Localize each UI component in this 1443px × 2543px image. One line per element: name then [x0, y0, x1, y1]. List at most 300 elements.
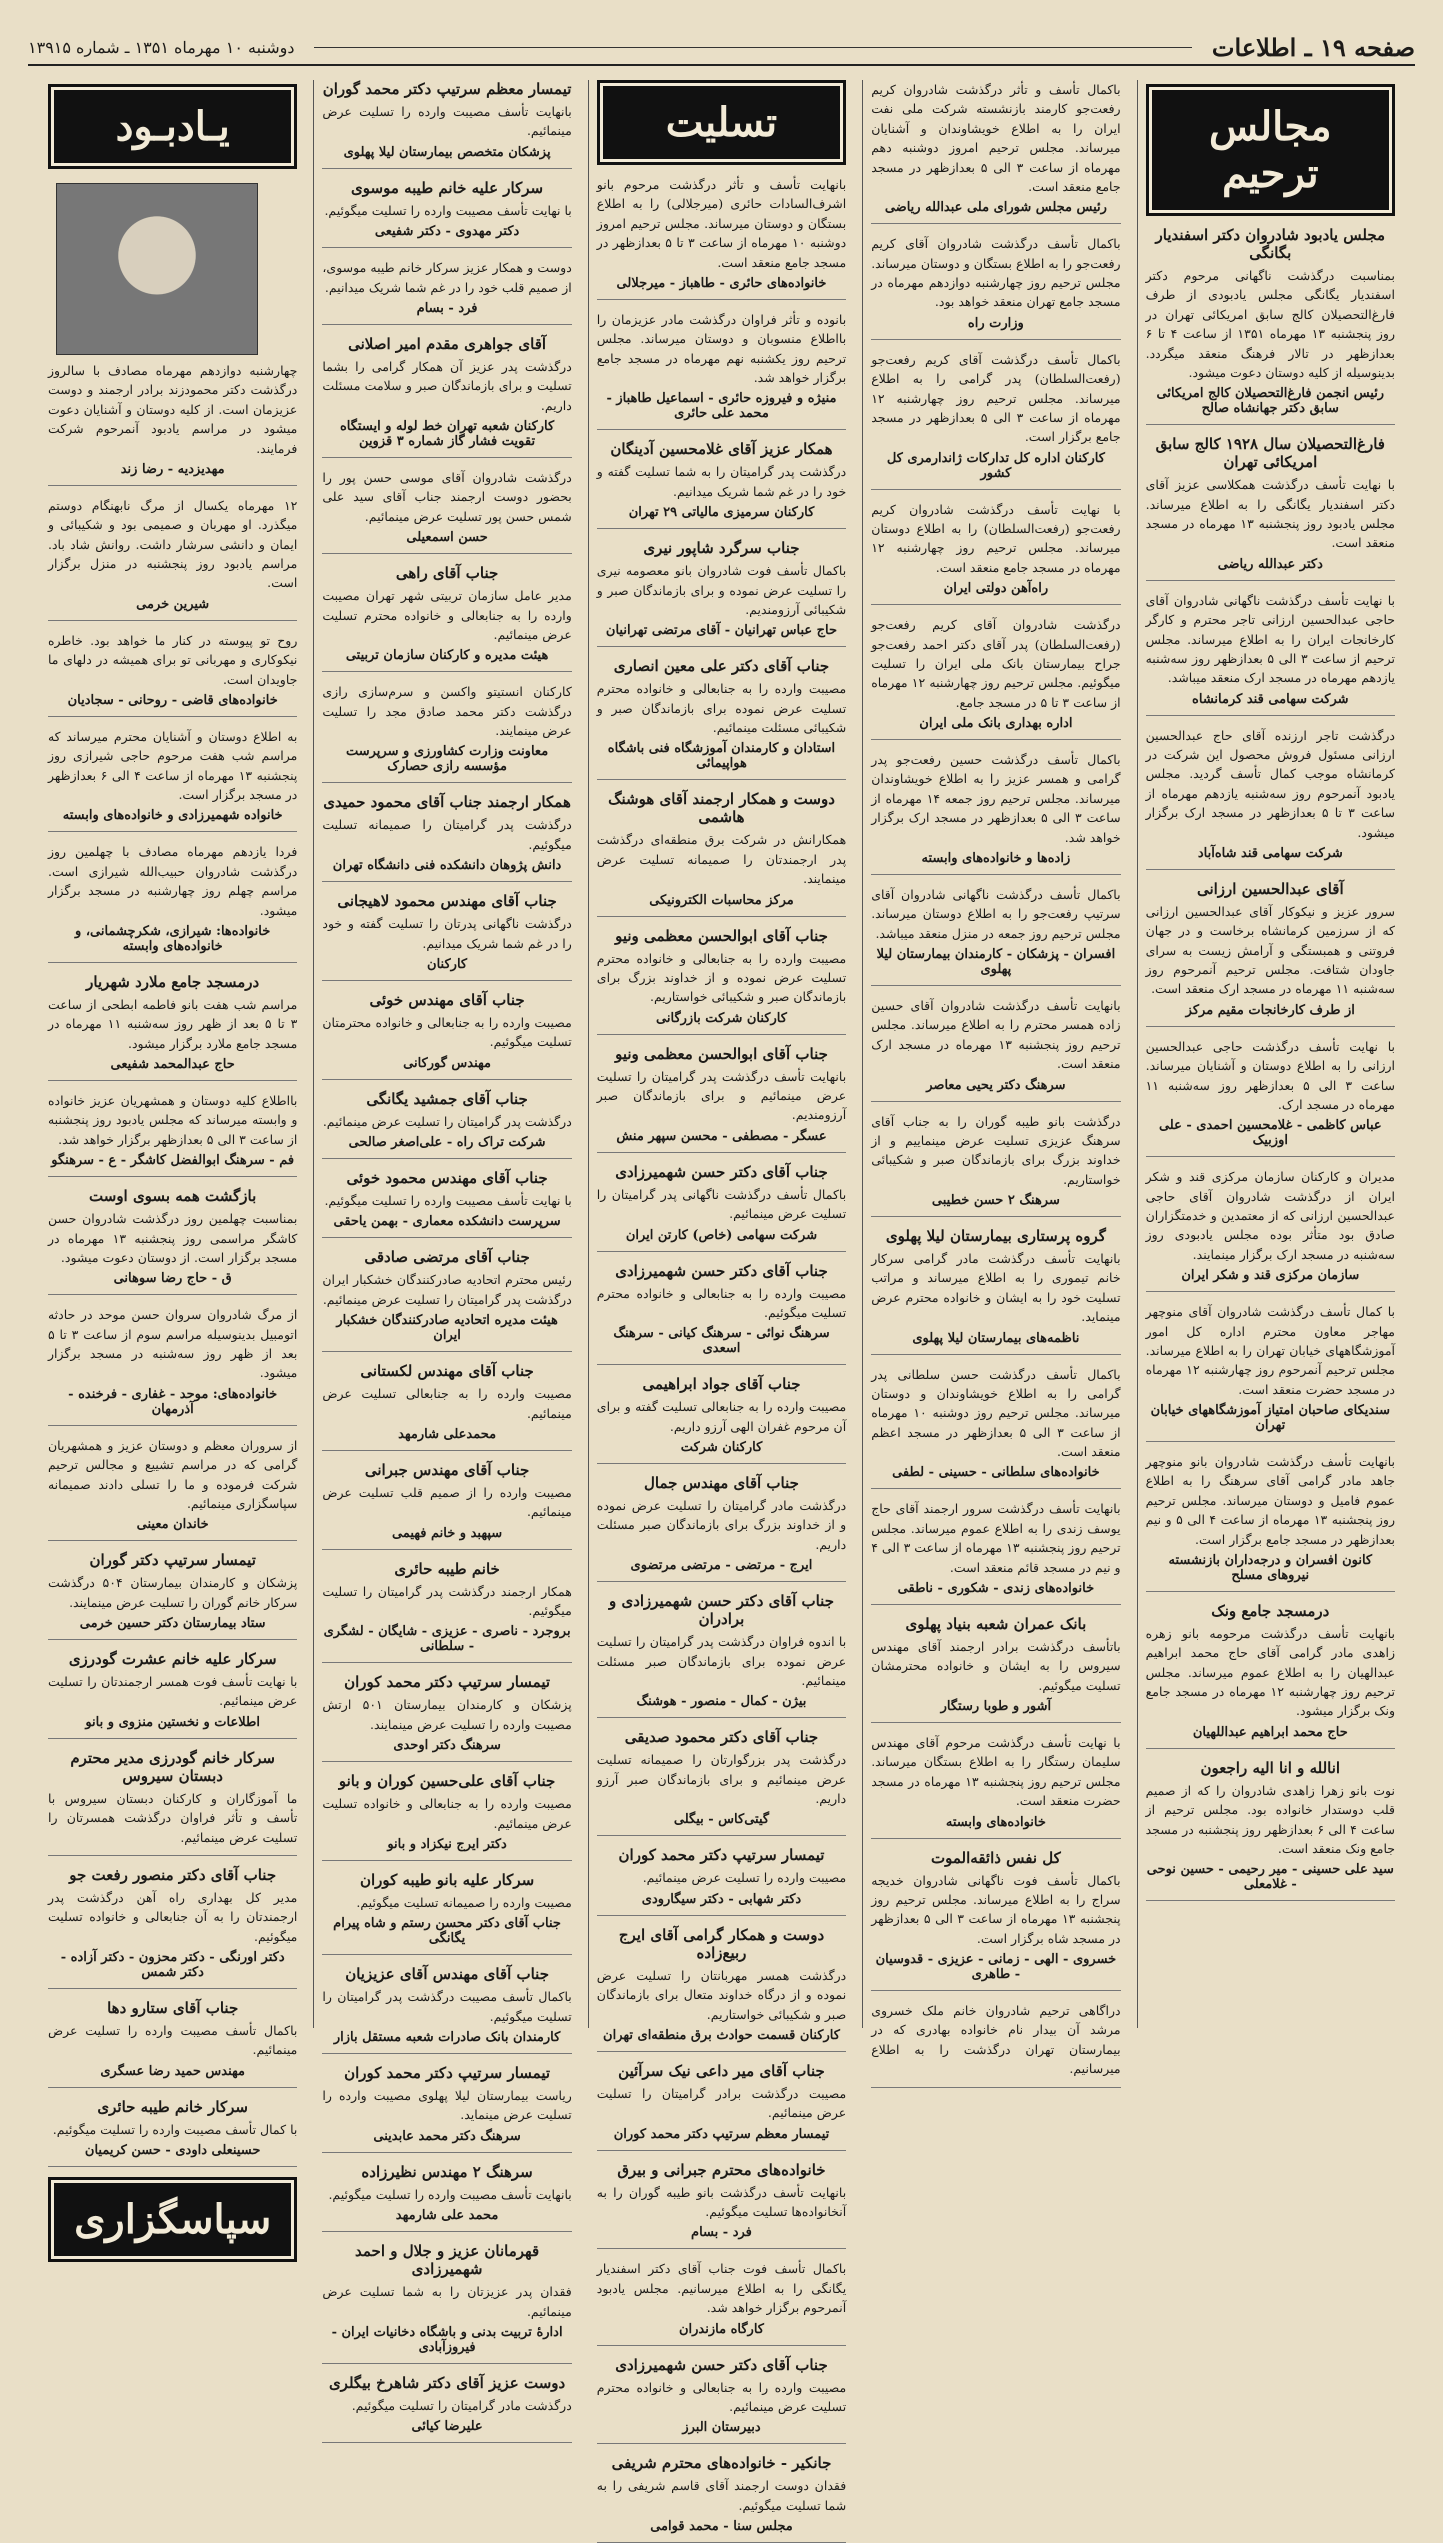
notice-text: مصیبت وارده را صمیمانه تسلیت میگوئیم.: [356, 1894, 572, 1910]
notice-item: [322, 258, 571, 325]
notice-item: [871, 996, 1120, 1102]
notice-title: گروه پرستاری بیمارستان لیلا پهلوی: [885, 1227, 1106, 1245]
notice-signature: مرکز محاسبات الکترونیکی: [649, 892, 794, 908]
notice-item: [48, 842, 297, 963]
notice-signature: خانواده شهمیرزادی و خانواده‌های وابسته: [62, 808, 283, 824]
notice-text: بانهایت تأسف و تأثر درگذشت مرحوم بانو اشرف‌السادات حائری (میرجلالی) را به اطلاع بستگان و دوستان میرساند. مجلس ترحیم امروز دوشنبه ۱۰ مهرماه از ساعت ۳ تا ۵ بعدازظهر در مسجد جامع منعقد است.: [596, 177, 847, 270]
notice-text: درگذشت پدر عزیز آن همکار گرامی را بشما تسلیت و برای بازماندگان صبر و سلامت مسئلت داریم.: [322, 358, 572, 413]
notice-signature: دانش پژوهان دانشکده فنی دانشگاه تهران: [332, 858, 562, 874]
notice-text: با اندوه فراوان درگذشت پدر گرامیتان را تسلیت عرض نموده برای بازماندگان صبر مسئلت مینمائیم.: [596, 1634, 847, 1688]
notice-item: [871, 500, 1120, 606]
notice-signature: کارکنان شرکت بازرگانی: [656, 1010, 787, 1026]
notice-title: جناب آقای جمشید یگانگی: [366, 1089, 528, 1108]
notice-signature: ناظمه‌های بیمارستان لیلا پهلوی: [912, 1330, 1080, 1346]
notice-signature: مهندس گورکانی: [403, 1055, 492, 1071]
notice-title: همکار عزیز آقای غلامحسین آدینگان: [610, 440, 833, 459]
notice-text: دراگاهی ترحیم شادروان خانم ملک خسروی مرشد آن بیدار نام خانواده بهادری که در بیمارستان تهران درگذشت را به اطلاع میرسانیم.: [871, 2003, 1121, 2077]
notice-text: مصیبت وارده را به جنابعالی و خانواده محترم تسلیت عرض نموده برای بازماندگان صبر و شکیبائی مسئلت مینمائیم.: [596, 681, 847, 735]
notice-text: مصیبت وارده را به جنابعالی و خانواده محترمتان تسلیت میگوئیم.: [322, 1014, 572, 1050]
notice-signature: عسگر - مصطفی - محسن سپهر منش: [616, 1128, 827, 1144]
notice-item: [322, 2242, 571, 2364]
notice-item: [597, 2356, 846, 2445]
notice-title: سرکار علیه خانم طیبه موسوی: [351, 178, 544, 197]
notice-item: [322, 1673, 571, 1762]
notice-signature: اداره بهداری بانک ملی ایران: [919, 716, 1073, 731]
notice-text: دوست و همکار عزیز سرکار خانم طیبه موسوی، از صمیم قلب خود را در غم شما شریک میدانیم.: [322, 260, 572, 295]
notice-title: جناب آقای راهی: [395, 564, 499, 583]
notice-item: [597, 1592, 846, 1718]
notice-signature: سندیکای صاحبان امتیاز آموزشگاههای خیابان تهران: [1150, 1403, 1391, 1433]
notice-title: خانواده‌های محترم جبرانی و بیرق: [617, 2160, 826, 2179]
notice-item: [871, 1365, 1120, 1490]
notice-item: [597, 1163, 846, 1252]
notice-item: [322, 2064, 571, 2153]
notice-signature: ایرج - مرتضی - مرتضی مرتضوی: [630, 1558, 813, 1574]
notice-title: جناب آقای جواد ابراهیمی: [642, 1375, 801, 1394]
notice-text: بمناسبت چهلمین روز درگذشت شادروان حسن کاشگر مراسمی روز پنجشنبه ۱۳ مهرماه در مسجد برگزار است. از دوستان دعوت میشود.: [47, 1211, 298, 1265]
notice-item: [48, 1187, 297, 1295]
notice-item: [871, 1733, 1120, 1839]
notice-item: [48, 1091, 297, 1177]
notice-signature: خانواده‌های: موحد - غفاری - فرخنده - آذرمهان: [68, 1386, 278, 1417]
notice-text: با نهایت تأسف فوت همسر ارجمندتان را تسلیت عرض مینمائیم.: [47, 1674, 298, 1709]
notice-item: [322, 2374, 571, 2443]
notice-text: چهارشنبه دوازدهم مهرماه مصادف با سالروز درگذشت دکتر محمودزند برادر ارجمند و دوست عزیزمان است. از کلیه دوستان و آشنایان دعوت میشود در مراسم یادبود آنمرحوم شرکت فرمایند.: [47, 363, 298, 456]
notice-title: تیمسار سرتیپ دکتر محمد کوران: [344, 1673, 551, 1692]
notice-item: [322, 1871, 571, 1955]
column-1: [1137, 80, 1403, 2028]
notice-title: جناب آقای مهندس محمود خوئی: [346, 1169, 548, 1187]
notice-signature: سرهنگ دکتر یحیی معاصر: [926, 1077, 1066, 1093]
banner-sepasgozari: سپاسگزاری: [48, 2177, 297, 2262]
notice-signature: معاونت وزارت کشاورزی و سرپرست مؤسسه رازی حصارک: [345, 744, 549, 775]
notice-signature: ق - حاج رضا سوهانی: [113, 1271, 232, 1287]
notice-signature: تیمسار معظم سرتیپ دکتر محمد کوران: [613, 2126, 830, 2142]
notice-item: [322, 682, 571, 783]
notice-signature: حسن اسمعیلی: [406, 530, 488, 546]
notice-item: [871, 1849, 1120, 1992]
notice-item: [322, 793, 571, 882]
notice-title: دوست عزیز آقای دکتر شاهرخ بیگلری: [328, 2373, 566, 2392]
notice-signature: سرپرست دانشکده معماری - بهمن یاحقی: [333, 1214, 561, 1230]
notice-title: مجلس یادبود شادروان دکتر اسفندیار بگانگی: [1155, 226, 1386, 262]
notice-item: [871, 1499, 1120, 1605]
notice-title: فارغ‌التحصیلان سال ۱۹۲۸ کالج سابق امریکائی تهران: [1155, 435, 1385, 472]
notice-signature: کانون افسران و درجه‌داران بازنشسته نیروهای مسلح: [1168, 1552, 1373, 1583]
notice-title: جناب آقای دکتر حسن شهمیرزادی: [615, 1261, 828, 1280]
notice-text: درگذشت شادروان آقای کریم رفعت‌جو (رفعت‌السلطان) پدر آقای دکتر احمد رفعت‌جو جراح بیمارستان بانک ملی ایران را تسلیت میگوئیم. مجلس ترحیم روز چهارشنبه ۱۲ مهرماه از ساعت ۳ تا ۵ در مسجد جامع.: [871, 617, 1121, 710]
notice-signature: سپهبد و خانم فهیمی: [391, 1525, 503, 1541]
notice-text: درگذشت شادروان آقای موسی حسن پور را بحضور دوست ارجمند جناب آقای سید علی شمس حسن پور تسلیت عرض مینمائیم.: [322, 470, 572, 524]
notice-item: [1146, 1167, 1395, 1292]
notice-text: ما آموزگاران و کارکنان دبستان سیروس با تأسف و تأثر فراوان درگذشت همسرتان را تسلیت عرض مینمائیم.: [47, 1790, 298, 1845]
notice-item: [1146, 880, 1395, 1027]
notice-text: با کمال تأسف مصیبت وارده را تسلیت میگوئیم.: [52, 2121, 298, 2137]
notice-title: جناب آقای دکتر منصور رفعت جو: [69, 1865, 277, 1884]
notice-text: بانهایت تأسف درگذشت سرور ارجمند آقای حاج یوسف زندی را به اطلاع عموم میرساند. مجلس ترحیم روز پنجشنبه ۱۳ مهرماه از ساعت ۳ الی ۴ و نیم در مسجد قائم منعقد است.: [871, 1501, 1121, 1575]
notice-text: با نهایت تأسف درگذشت مرحوم آقای مهندس سلیمان رستگار را به اطلاع بستگان میرساند. مجلس ترحیم روز پنجشنبه ۱۳ مهرماه در مسجد حضرت منعقد است.: [871, 1735, 1121, 1809]
notice-signature: حسینعلی داودی - حسن کریمیان: [84, 2143, 261, 2159]
notice-item: [322, 335, 571, 458]
notice-text: بانهایت تأسف مصیبت وارده را تسلیت عرض مینمائیم.: [322, 104, 572, 139]
column-items: [322, 80, 571, 2443]
notice-text: مصیبت وارده را به جنابعالی و خانواده تسلیت عرض مینمائیم.: [322, 1796, 572, 1831]
notice-text: مدیر عامل سازمان تربیتی شهر تهران مصیبت وارده را به جنابعالی و خانواده محترم تسلیت عرض مینمائیم.: [322, 588, 572, 642]
notice-title: جناب آقای ستارو دها: [107, 1999, 239, 2017]
page-header: [28, 30, 1415, 66]
column-items: [1146, 226, 1395, 1901]
notice-text: با نهایت تأسف درگذشت همکلاسی عزیز آقای دکتر اسفندیار یگانگی را به اطلاع میرساند. مجلس یادبود روز پنجشنبه ۱۳ مهرماه در مسجد منعقد است.: [1145, 477, 1395, 551]
notice-title: جناب آقای مهندس جبرانی: [364, 1460, 530, 1479]
notice-text: درگذشت همسر مهربانتان را تسلیت عرض نموده و از درگاه خداوند متعال برای بازماندگان صبر و شکیبائی خواستاریم.: [596, 1967, 847, 2022]
notice-text: از مرگ شادروان سروان حسن موحد در حادثه اتومبیل بدینوسیله مراسم سوم از ساعت ۳ تا ۵ بعد از ظهر روز سه‌شنبه در مسجد برگزار میشود.: [47, 1307, 298, 1381]
notice-title: سرکار خانم طیبه حائری: [97, 2097, 248, 2116]
notice-item: [597, 1474, 846, 1582]
notice-item: [48, 1999, 297, 2088]
notice-text: با نهایت تأسف مصیبت وارده را تسلیت میگوئیم.: [324, 1193, 572, 1208]
notice-title: جناب آقای ابوالحسن معظمی ونیو: [615, 1044, 828, 1063]
notice-signature: سرهنگ نوائی - سرهنگ کیانی - سرهنگ اسعدی: [613, 1326, 830, 1357]
notice-text: فردا یازدهم مهرماه مصادف با چهلمین روز درگذشت شادروان حبیب‌الله شیرازی است. مراسم چهلم روز چهارشنبه در مسجد برگزار میشود.: [47, 844, 298, 918]
notice-item: [597, 927, 846, 1035]
notice-text: درگذشت پدر گرامیتان را صمیمانه تسلیت میگوئیم.: [322, 817, 572, 852]
notice-title: انالله و انا الیه راجعون: [1200, 1758, 1341, 1777]
notice-signature: خاندان معینی: [136, 1517, 209, 1533]
notice-text: همکارانش در شرکت برق منطقه‌ای درگذشت پدر ارجمندتان را صمیمانه تسلیت عرض مینمایند.: [596, 832, 847, 887]
notice-signature: دکتر اورنگی - دکتر محزون - دکتر آزاده - دکتر شمس: [60, 1950, 285, 1980]
notice-signature: هیئت مدیره و کارکنان سازمان تربیتی: [345, 648, 549, 664]
notice-text: بانهایت تأسف درگذشت شادروان بانو منوچهر جاهد مادر گرامی آقای سرهنگ را به اطلاع عموم فامیل و دوستان میرساند. مجلس ترحیم روز پنجشنبه ۱۳ مهرماه از ساعت ۴ الی ۵ و نیم بعدازظهر در مسجد جامع برگزار است.: [1145, 1454, 1395, 1547]
notice-signature: فرد - بسام: [691, 2225, 752, 2241]
notice-item: [322, 1248, 571, 1352]
notice-item: [871, 615, 1120, 740]
notice-item: [597, 175, 846, 300]
notice-item: [1146, 591, 1395, 716]
portrait-photo: [56, 183, 258, 355]
notice-item: [48, 1749, 297, 1856]
notice-title: خانم طیبه حائری: [394, 1559, 500, 1578]
banner-tasliat: تسلیت: [597, 80, 846, 165]
notice-signature: وزارت راه: [967, 315, 1024, 331]
notice-text: مراسم شب هفت بانو فاطمه ابطحی از ساعت ۳ تا ۵ بعد از ظهر روز سه‌شنبه ۱۱ مهرماه در مسجد جامع ملارد برگزار میشود.: [47, 996, 298, 1051]
banner-majales: مجالس ترحیم: [1146, 84, 1395, 216]
notice-signature: راه‌آهن دولتی ایران: [943, 581, 1049, 597]
notice-text: بانهایت تأسف درگذشت پدر گرامیتان را تسلیت عرض مینمائیم و برای بازماندگان صبر آرزومندیم.: [596, 1068, 847, 1123]
notice-signature: خانواده‌های زندی - شکوری - ناطقی: [897, 1580, 1095, 1596]
notice-signature: شرکت تراک راه - علی‌اصغر صالحی: [348, 1135, 546, 1150]
column-items: [871, 80, 1120, 2088]
notice-item: [48, 1436, 297, 1542]
notice-title: آقای جواهری مقدم امیر اصلانی: [348, 334, 547, 353]
notice-title: جناب آقای میر داعی نیک سرآئین: [618, 2061, 825, 2080]
column-items: [48, 179, 297, 2167]
notice-text: بانهایت تأسف درگذشت مرحومه بانو زهره زاهدی مادر گرامی آقای حاج محمد ابراهیم عبدالهیان را به اطلاع عموم میرساند. مجلس ترحیم روز چهارشنبه ۱۲ مهرماه در مسجد جامع ونک برگزار میشود.: [1145, 1625, 1395, 1719]
notice-signature: پزشکان متخصص بیمارستان لیلا پهلوی: [343, 144, 551, 160]
notice-signature: ستاد بیمارستان دکتر حسین خرمی: [79, 1616, 266, 1631]
notice-signature: از طرف کارخانجات مقیم مرکز: [1185, 1002, 1355, 1018]
notice-text: باکمال تأسف و تأثر درگذشت شادروان کریم رفعت‌جو کارمند بازنشسته شرکت ملی نفت ایران را به اطلاع خویشاوندان و آشنایان میرساند. مجلس ترحیم امروز دوشنبه دهم مهرماه از ساعت ۳ الی ۵ بعدازظهر در مسجد جامع منعقد است.: [871, 82, 1121, 194]
notice-signature: جناب آقای دکتر محسن رستم و شاه پیرام یگانگی: [333, 1916, 561, 1947]
notice-item: [871, 1227, 1120, 1355]
notice-item: [597, 539, 846, 647]
notice-signature: بروجرد - ناصری - عزیزی - شایگان - لشگری - سلطانی: [323, 1624, 571, 1655]
notice-title: تیمسار سرتیپ دکتر محمد کوران: [344, 2064, 551, 2082]
notice-signature: کارکنان اداره کل تدارکات ژاندارمری کل کشور: [886, 450, 1105, 481]
notice-signature: محمدعلی شارمهد: [398, 1426, 497, 1442]
notice-text: با نهایت تأسف درگذشت حاجی عبدالحسین ارزانی را به اطلاع دوستان و آشنایان میرساند. ساعت ۳ الی ۵ بعدازظهر روز سه‌شنبه ۱۱ مهرماه در مسجد ارک.: [1145, 1038, 1395, 1112]
notice-text: مصیبت وارده را به جنابعالی تسلیت عرض مینمائیم.: [322, 1386, 572, 1421]
notice-signature: ادارهٔ تربیت بدنی و باشگاه دخانیات ایران - فیروزآبادی: [331, 2324, 563, 2355]
notice-text: باکمال تأسف مصیبت درگذشت پدر گرامیتان را تسلیت میگوئیم.: [322, 1989, 572, 2024]
header-rule: [314, 47, 1191, 48]
banner-yadbood: یـادبـود: [48, 84, 297, 169]
notice-text: مصیبت وارده را به جنابعالی و خانواده محترم تسلیت عرض نموده و از خداوند بزرگ برای بازماندگان صبر و شکیبائی خواستاریم.: [596, 950, 847, 1005]
notice-title: سرکار علیه خانم عشرت گودرزی: [68, 1650, 277, 1668]
notice-signature: کارگاه مازندران: [678, 2321, 764, 2337]
notice-text: مدیران و کارکنان سازمان مرکزی قند و شکر ایران از درگذشت شادروان آقای حاجی عبدالحسین ارزانی که از معتمدین و خدمتگزاران صادق بود متأثر بوده مجلس یادبودی روز سه‌شنبه در مسجد ارک برگزار مینمایند.: [1145, 1169, 1395, 1262]
notice-signature: دکتر شهابی - دکتر سیگارودی: [641, 1891, 802, 1907]
notice-item: [322, 1461, 571, 1550]
notice-signature: مجلس سنا - محمد قوامی: [650, 2519, 793, 2534]
notice-signature: اطلاعات و نخستین منزوی و بانو: [85, 1714, 260, 1730]
notice-title: جناب آقای ابوالحسن معظمی ونیو: [615, 926, 828, 945]
notice-title: جانکیر - خانواده‌های محترم شریفی: [611, 2454, 832, 2473]
notice-item: [597, 2259, 846, 2345]
notice-text: مدیر کل بهداری راه آهن درگذشت پدر ارجمندتان را به آن جنابعالی و خانواده تسلیت میگوئیم.: [47, 1889, 298, 1944]
notice-signature: آشور و طوبا رستگار: [940, 1699, 1052, 1714]
notice-text: با کمال تأسف درگذشت شادروان آقای منوچهر مهاجر معاون محترم اداره کل امور آموزشگاههای خیابان تهران را به اطلاع میرساند. مجلس ترحیم آنمرحوم روز چهارشنبه ۱۲ مهرماه در مسجد حضرت منعقد است.: [1145, 1304, 1395, 1397]
notice-signature: رئیس انجمن فارغ‌التحصیلان کالج امریکائی سابق دکتر جهانشاه صالح: [1156, 386, 1385, 417]
notice-item: [322, 179, 571, 248]
notice-text: درگذشت پدر بزرگوارتان را صمیمانه تسلیت عرض مینمائیم و برای بازماندگان صبر آرزو داریم.: [596, 1752, 847, 1806]
notice-text: باکمال تأسف فوت ناگهانی شادروان خدیجه سراج را به اطلاع میرساند. مجلس ترحیم روز پنجشنبه ۱۳ مهرماه از ساعت ۳ الی ۵ بعدازظهر در مسجد شاه برگزار است.: [871, 1872, 1121, 1946]
notice-title: جناب آقای دکتر حسن شهمیرزادی: [615, 1162, 828, 1181]
notice-text: بانوده و تأثر فراوان درگذشت مادر عزیزمان را بااطلاع منسوبان و دوستان میرساند. مجلس ترحیم روز یکشنبه نهم مهرماه در مسجد جامع برگزار خواهد شد.: [596, 311, 847, 385]
notice-signature: فم - سرهنگ ابوالفضل کاشگر - ع - سرهنگو: [51, 1153, 295, 1169]
notice-title: دوست و همکار ارجمند آقای هوشنگ هاشمی: [608, 790, 835, 827]
notice-signature: عباس کاظمی - غلامحسین احمدی - علی اوزبیک: [1158, 1118, 1382, 1149]
notice-title: جناب آقای دکتر محمود صدیقی: [624, 1728, 819, 1747]
notice-signature: کارکنان سرمیزی مالیاتی ۲۹ تهران: [628, 505, 815, 521]
notice-text: فقدان دوست ارجمند آقای قاسم شریفی را به شما تسلیت میگوئیم.: [596, 2478, 847, 2513]
notice-title: درمسجد جامع ونک: [1211, 1601, 1330, 1620]
notice-item: [1146, 1302, 1395, 1442]
notice-signature: خسروی - الهی - زمانی - عزیزی - قدوسیان - طاهری: [875, 1952, 1117, 1982]
notice-signature: محمد علی شارمهد: [395, 2208, 499, 2224]
notice-item: [597, 1375, 846, 1464]
notice-signature: سازمان مرکزی قند و شکر ایران: [1181, 1268, 1360, 1284]
notice-signature: حاج عبدالمحمد شفیعی: [110, 1057, 235, 1072]
notice-item: [597, 2062, 846, 2151]
notice-item: [597, 1926, 846, 2052]
notice-signature: خانواده‌های حائری - طاهباز - میرجلالی: [616, 275, 827, 291]
notice-title: جناب آقای دکتر حسن شهمیرزادی و برادران: [608, 1592, 834, 1629]
notice-text: باکمال تأسف درگذشت آقای کریم رفعت‌جو (رفعت‌السلطان) پدر گرامی را به اطلاع میرساند. مجلس ترحیم روز چهارشنبه ۱۲ مهرماه از ساعت ۳ الی ۵ بعدازظهر در مسجد جامع برگزار است.: [871, 351, 1121, 445]
notice-text: مصیبت وارده را به جنابعالی و خانواده محترم تسلیت میگوئیم.: [596, 1285, 847, 1320]
notice-item: [1146, 1037, 1395, 1158]
notice-text: بااطلاع کلیه دوستان و همشهریان عزیز خانواده و وابسته میرساند که مجلس یادبود روز پنجشنبه از ساعت ۳ الی ۵ بعدازظهر برگزار خواهد شد.: [47, 1093, 298, 1147]
notice-text: درگذشت ناگهانی پدرتان را تسلیت گفته و خود را در غم شما شریک میدانیم.: [322, 916, 572, 951]
notice-text: بانهایت تأسف درگذشت شادروان آقای حسین زاده همسر محترم را به اطلاع میرساند. مجلس ترحیم روز پنجشنبه ۱۳ مهرماه در مسجد ارک منعقد است.: [871, 998, 1121, 1072]
notice-signature: حاج عباس تهرانیان - آقای مرتضی تهرانیان: [605, 623, 838, 639]
notice-title: کل نفس ذائقه‌الموت: [931, 1848, 1061, 1867]
notice-title: جناب آقای مهندس خوئی: [369, 990, 525, 1009]
notice-item: [322, 1965, 571, 2054]
notice-item: [871, 1615, 1120, 1723]
notice-item: [322, 1090, 571, 1159]
column-2: [862, 80, 1128, 2077]
notice-text: به اطلاع دوستان و آشنایان محترم میرساند که مراسم شب هفت مرحوم حاجی شیرازی روز پنجشنبه ۱۳ مهرماه از ساعت ۴ الی ۶ بعدازظهر در مسجد برگزار است.: [47, 728, 298, 802]
notice-item: [1146, 1602, 1395, 1749]
notice-title: قهرمانان عزیز و جلال و احمد شهمیرزادی: [355, 2242, 540, 2279]
notice-title: جناب آقای دکتر حسن شهمیرزادی: [615, 2355, 828, 2374]
notice-text: فقدان پدر عزیزتان را به شما تسلیت عرض مینمائیم.: [322, 2284, 572, 2319]
notice-item: [597, 1262, 846, 1366]
notice-text: پزشکان و کارمندان بیمارستان ۵۰۴ درگذشت سرکار خانم گوران را تسلیت عرض مینمایند.: [47, 1575, 298, 1610]
notice-signature: زاده‌ها و خانواده‌های وابسته: [921, 850, 1071, 866]
notice-signature: دکتر عبدالله ریاضی: [1217, 556, 1323, 572]
notice-signature: شرکت سهامی قند شاه‌آباد: [1197, 845, 1343, 861]
notice-signature: علیرضا کیائی: [411, 2419, 483, 2435]
notice-text: با نهایت تأسف مصیبت وارده را تسلیت میگوئیم.: [324, 202, 572, 218]
notice-signature: مهندس حمید رضا عسگری: [100, 2063, 245, 2079]
notice-signature: سید علی حسینی - میر رحیمی - حسین نوحی - غلامعلی: [1146, 1862, 1394, 1893]
notice-text: مصیبت وارده را به جنابعالی و خانواده محترم تسلیت عرض مینمائیم.: [596, 2379, 847, 2414]
notice-item: [322, 991, 571, 1080]
notice-item: [597, 310, 846, 431]
notice-signature: گیتی‌کاس - بیگلی: [673, 1812, 770, 1828]
notice-title: آقای عبدالحسین ارزانی: [1196, 879, 1344, 898]
notice-text: با نهایت تأسف درگذشت شادروان کریم رفعت‌جو (رفعت‌السلطان) را به اطلاع دوستان میرساند. مجلس ترحیم روز چهارشنبه ۱۲ مهرماه در مسجد جامع منعقد است.: [871, 501, 1121, 575]
notice-item: [871, 234, 1120, 340]
notice-text: روح تو پیوسته در کنار ما خواهد بود. خاطره نیکوکاری و مهربانی تو برای همیشه در دلهای ما جاویدان است.: [47, 632, 298, 687]
notice-item: [597, 2454, 846, 2543]
notice-text: باکمال تأسف فوت جناب آقای دکتر اسفندیار یگانگی را به اطلاع میرسانیم. مجلس یادبود آنمرحوم برگزار خواهد شد.: [596, 2261, 847, 2316]
notice-text: با نهایت تأسف درگذشت ناگهانی شادروان آقای حاجی عبدالحسین ارزانی تاجر محترم و کارگر کارخانجات ایران را به اطلاع میرساند. مجلس ترحیم از ساعت ۳ الی ۵ بعدازظهر روز سه‌شنبه یازدهم مهرماه در مسجد ارک منعقد میباشد.: [1145, 592, 1395, 686]
notice-signature: خانواده‌های سلطانی - حسینی - لطفی: [892, 1465, 1100, 1481]
notice-signature: افسران - پزشکان - کارمندان بیمارستان لیلا پهلوی: [876, 947, 1116, 977]
notice-text: رئیس محترم اتحادیه صادرکنندگان خشکبار ایران درگذشت پدر گرامیتان را تسلیت عرض مینمائیم.: [322, 1272, 572, 1307]
notice-item: [322, 1560, 571, 1664]
notice-item: [1146, 726, 1395, 870]
notice-item: [48, 2098, 297, 2167]
page-label: صفحه ۱۹ ـ اطلاعات: [1211, 32, 1415, 62]
notice-signature: شرکت سهامی قند کرمانشاه: [1192, 691, 1349, 707]
notice-text: باکمال تأسف درگذشت شادروان آقای کریم رفعت‌جو را به اطلاع بستگان و دوستان میرساند. مجلس ترحیم روز چهارشنبه دوازدهم مهرماه در مسجد جامع تهران منعقد خواهد بود.: [871, 236, 1121, 310]
notice-text: همکار ارجمند درگذشت پدر گرامیتان را تسلیت میگوئیم.: [322, 1583, 572, 1618]
notice-signature: دکتر ایرج نیکزاد و بانو: [387, 1836, 507, 1852]
notice-item: [597, 1846, 846, 1915]
notice-text: از سروران معظم و دوستان عزیز و همشهریان گرامی که در مراسم تشییع و مجالس ترحیم شرکت فرموده و ما را تسلی دادند صمیمانه سپاسگزاری مینمائیم.: [47, 1437, 298, 1511]
notice-title: جناب آقای مرتضی صادقی: [364, 1248, 530, 1267]
notice-text: درگذشت پدر گرامیتان را به شما تسلیت گفته و خود را در غم شما شریک میدانیم.: [596, 464, 847, 499]
notice-text: باکمال تأسف مصیبت وارده را تسلیت عرض مینمائیم.: [47, 2023, 298, 2058]
notice-item: [48, 496, 297, 621]
notice-title: سرکار خانم گودرزی مدیر محترم دبستان سیروس: [70, 1748, 275, 1785]
notice-text: باکمال تأسف درگذشت ناگهانی شادروان آقای سرتیپ رفعت‌جو را به اطلاع دوستان میرساند. مجلس ترحیم روز جمعه در منزل منعقد میباشد.: [871, 886, 1121, 941]
notice-item: [48, 1551, 297, 1640]
notice-item: [1146, 1759, 1395, 1902]
notice-item: [597, 657, 846, 780]
notice-item: [1146, 1452, 1395, 1592]
notice-text: مصیبت وارده را به جنابعالی تسلیت گفته و برای آن مرحوم غفران الهی آرزو داریم.: [596, 1399, 847, 1434]
notice-item: [48, 1305, 297, 1426]
notice-signature: دبیرستان البرز: [682, 2420, 761, 2436]
notice-title: جناب آقای علی‌حسین کوران و بانو: [338, 1772, 556, 1791]
notice-signature: مهدیزدیه - رضا زند: [120, 461, 225, 477]
notice-signature: هیئت مدیره اتحادیه صادرکنندگان خشکبار ایران: [336, 1313, 558, 1344]
notice-item: [48, 727, 297, 833]
notice-signature: خانواده‌های وابسته: [945, 1814, 1046, 1830]
notice-text: ۱۲ مهرماه یکسال از مرگ نابهنگام دوستم میگذرد. او مهربان و صمیمی بود و شکیبائی و ایمان و دانشی سرشار داشت. روانش شاد باد. مراسم یادبود روز پنجشنبه در منزل برگزار است.: [47, 497, 298, 591]
notice-signature: بیژن - کمال - منصور - هوشنگ: [636, 1694, 807, 1710]
notice-item: [871, 350, 1120, 490]
notice-item: [871, 750, 1120, 875]
notice-text: درگذشت بانو طیبه گوران را به جناب آقای سرهنگ عزیزی تسلیت عرض مینماییم و از خداوند بزرگ برای بازماندگان صبر و شکیبائی خواستاریم.: [871, 1113, 1121, 1187]
notice-item: [322, 1169, 571, 1238]
notice-item: [48, 631, 297, 717]
notice-signature: شیرین خرمی: [136, 596, 210, 612]
column-5: [40, 80, 305, 2244]
notice-item: [322, 1772, 571, 1861]
notice-text: درگذشت مادر گرامیتان را تسلیت میگوئیم.: [351, 2397, 572, 2413]
notice-item: [322, 892, 571, 981]
notice-item: [597, 790, 846, 916]
notice-title: جناب آقای دکتر علی معین انصاری: [613, 657, 830, 676]
notice-item: [871, 885, 1120, 986]
notice-signature: کارمندان بانک صادرات شعبه مستقل بازار: [333, 2030, 561, 2045]
notice-item: [322, 2163, 571, 2232]
notice-title: جناب آقای مهندس آقای عزیزیان: [345, 1965, 549, 1984]
notice-text: باکمال تأسف فوت شادروان بانو معصومه نیری را تسلیت عرض نموده و برای بازماندگان صبر و شکیبائی آرزومندیم.: [596, 563, 847, 617]
notice-item: [597, 1045, 846, 1153]
notice-text: ریاست بیمارستان لیلا پهلوی مصیبت وارده را تسلیت عرض مینماید.: [322, 2088, 572, 2123]
notice-title: تیمسار سرتیپ دکتر محمد کوران: [618, 1846, 825, 1865]
notice-signature: منیژه و فیروزه حائری - اسماعیل طاهباز - محمد علی حائری: [606, 391, 837, 422]
notice-title: درمسجد جامع ملارد شهریار: [86, 972, 260, 991]
column-items: [597, 175, 846, 2543]
notice-signature: شرکت سهامی (خاص) کارتن ایران: [625, 1227, 818, 1243]
notice-title: جناب سرگرد شاپور نیری: [643, 539, 800, 558]
notice-item: [322, 468, 571, 554]
notice-title: جناب آقای مهندس جمال: [644, 1474, 799, 1492]
notice-text: باکمال تأسف درگذشت ناگهانی پدر گرامیتان را تسلیت عرض مینمائیم.: [596, 1186, 847, 1222]
notice-signature: کارکنان شعبه تهران خط لوله و ایستگاه تقویت فشار گاز شماره ۳ قزوین: [339, 419, 555, 449]
notice-text: بانهایت تأسف مصیبت وارده را تسلیت میگوئیم.: [328, 2186, 572, 2202]
notice-title: بانک عمران شعبه بنیاد پهلوی: [905, 1614, 1087, 1633]
notice-item: [597, 2161, 846, 2250]
notice-item: [871, 80, 1120, 224]
notice-signature: استادان و کارمندان آموزشگاه فنی باشگاه هواپیمائی: [607, 741, 836, 772]
notice-text: کارکنان انستیتو واکسن و سرم‌سازی رازی درگذشت دکتر محمد صادق مجد را تسلیت عرض مینمایند.: [322, 684, 572, 738]
notice-signature: سرهنگ دکتر اوحدی: [393, 1738, 501, 1754]
notice-text: درگذشت پدر گرامیتان را تسلیت عرض مینمائیم.: [322, 1113, 572, 1129]
notice-item: [48, 1866, 297, 1989]
notice-text: باکمال تأسف درگذشت حسین رفعت‌جو پدر گرامی و همسر عزیز را به اطلاع خویشاوندان میرساند. مجلس ترحیم روز جمعه ۱۴ مهرماه از ساعت ۳ الی ۵ بعدازظهر در مسجد ارک برگزار خواهد شد.: [871, 752, 1121, 845]
notice-item: [48, 1650, 297, 1739]
notice-signature: کارکنان قسمت حوادث برق منطقه‌ای تهران: [603, 2027, 840, 2043]
notice-item: [48, 973, 297, 1081]
notice-text: مصیبت وارده را تسلیت عرض مینمائیم.: [642, 1870, 847, 1886]
notice-text: باکمال تأسف درگذشت حسن سلطانی پدر گرامی را به اطلاع خویشاوندان و دوستان میرساند. مجلس ترحیم روز دوشنبه ۱۰ مهرماه از ساعت ۳ الی ۵ بعدازظهر در مسجد اعظم منعقد است.: [871, 1366, 1121, 1459]
notice-text: پزشکان و کارمندان بیمارستان ۵۰۱ ارتش مصیبت وارده را تسلیت عرض مینمایند.: [322, 1697, 572, 1732]
notice-title: سرهنگ ۲ مهندس نظیرزاده: [361, 2162, 533, 2181]
notice-signature: سرهنگ دکتر محمد عابدینی: [373, 2128, 521, 2144]
notice-signature: رئیس مجلس شورای ملی عبدالله ریاضی: [884, 200, 1107, 216]
notice-text: درگذشت مادر گرامیتان را تسلیت عرض نموده و از خداوند بزرگ برای بازماندگان صبر مسئلت داریم.: [596, 1498, 847, 1552]
notice-text: سرور عزیز و نیکوکار آقای عبدالحسین ارزانی که از سرزمین کرمانشاه برخاست و در جهان فروتنی و همبستگی و آرامش زیست به سرای جاودان شتافت. مجلس ترحیم آنمرحوم روز سه‌شنبه ۱۱ مهرماه در مسجد ارک منعقد است.: [1145, 903, 1395, 997]
notice-title: جناب آقای مهندس لکستانی: [360, 1362, 534, 1381]
